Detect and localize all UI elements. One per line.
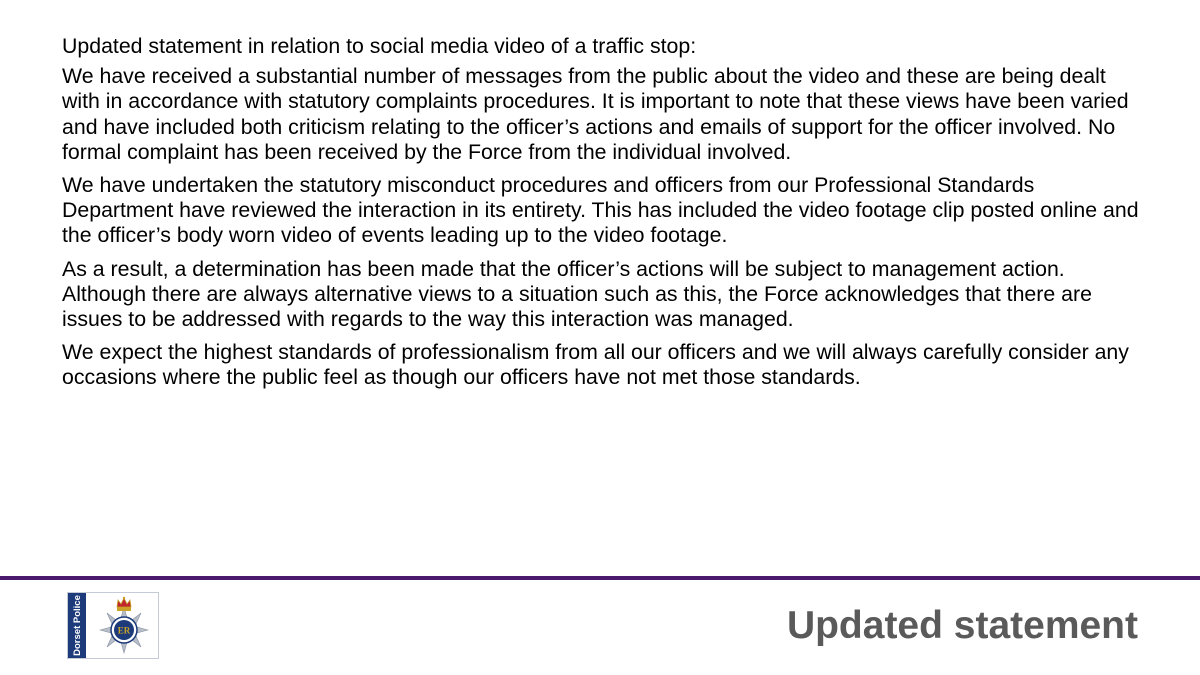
logo-band bbox=[68, 593, 86, 658]
statement-paragraph: We expect the highest standards of professionalism from all our officers and we will always carefully consider any occasions where the public feel as though our officers have not met those standards. bbox=[62, 340, 1129, 390]
statement-paragraph: We have undertaken the statutory misconduct procedures and officers from our Professional Standards Department have reviewed the interaction in its entirety. This has included the video footage clip posted online and the officer’s body worn video of events leading up to the video footage. bbox=[62, 173, 1139, 248]
statement-paragraph: We have received a substantial number of messages from the public about the video and these are being dealt with in accordance with statutory complaints procedures. It is important to note that these views have been varied and have included both criticism relating to the officer’s actions and emails of support for the officer involved. No formal complaint has been received by the Force from the individual involved. bbox=[62, 64, 1129, 164]
svg-text:ER: ER bbox=[117, 625, 131, 636]
footer-title: Updated statement bbox=[786, 604, 1138, 647]
police-badge-icon bbox=[94, 596, 154, 656]
logo-text: Dorset Police bbox=[71, 595, 83, 656]
statement-body bbox=[62, 34, 1142, 399]
dorset-police-logo bbox=[67, 592, 159, 659]
statement-paragraph: As a result, a determination has been made that the officer’s actions will be subject to management action. Although there are always alternative views to a situation such as this, the Force acknowledges that there are issues to be addressed with regards to the way this interaction was managed. bbox=[62, 256, 1092, 332]
footer-divider bbox=[0, 576, 1200, 580]
statement-heading: Updated statement in relation to social media video of a traffic stop: bbox=[62, 34, 697, 58]
